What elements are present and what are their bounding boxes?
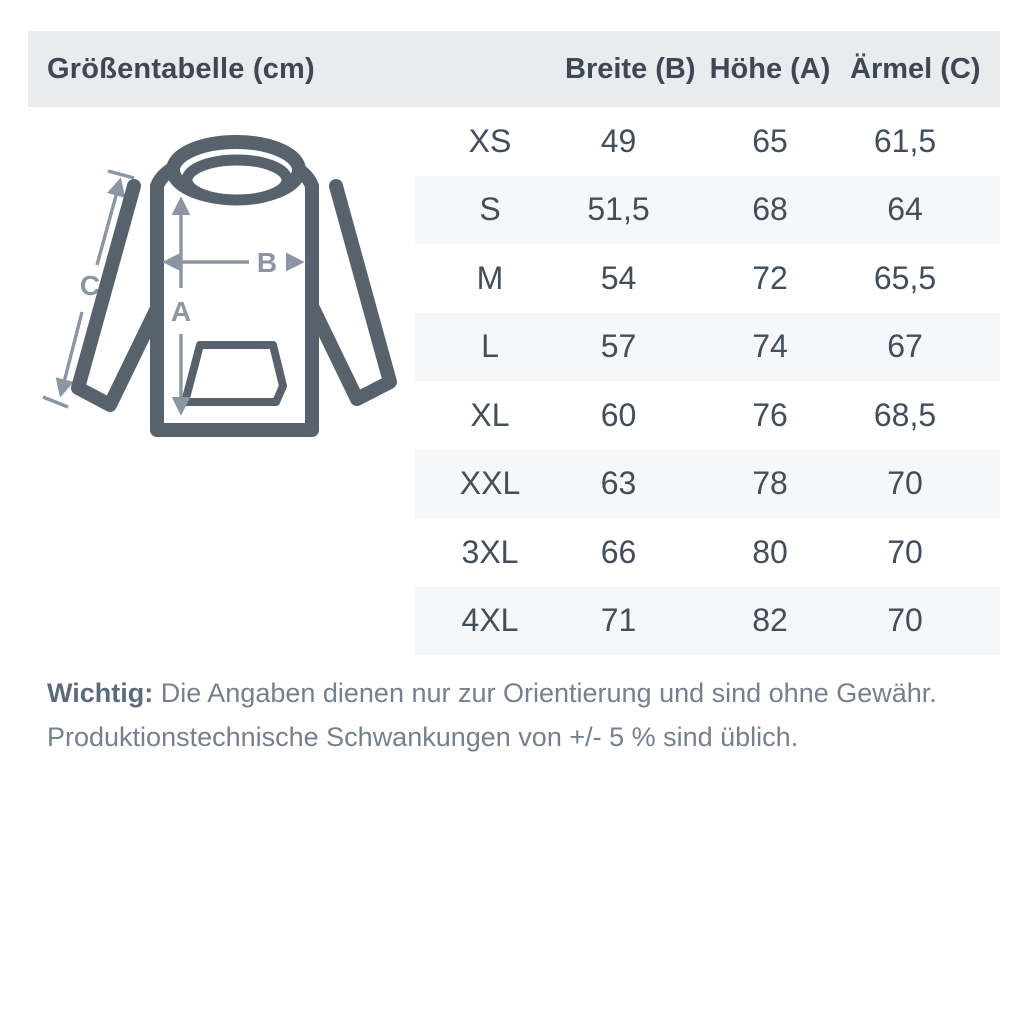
breite-value: 51,5 <box>587 191 650 228</box>
aermel-value: 70 <box>887 465 923 502</box>
hoehe-value: 82 <box>752 602 788 639</box>
size-table <box>415 107 1000 655</box>
column-headers <box>415 31 1000 107</box>
aermel-value: 64 <box>887 191 923 228</box>
dimension-tick <box>43 397 68 407</box>
aermel-value: 65,5 <box>873 259 937 296</box>
column-header-breite: Breite (B) <box>565 52 696 85</box>
table-header-band <box>28 31 1000 107</box>
table-row <box>415 587 1000 656</box>
size-label: 4XL <box>461 602 519 639</box>
table-row <box>415 244 1000 313</box>
size-label: S <box>479 191 501 228</box>
size-label: XL <box>470 396 510 433</box>
breite-value: 66 <box>600 533 637 570</box>
breite-value: 49 <box>600 122 637 159</box>
diagram-label-a: A <box>170 296 192 327</box>
table-row <box>415 381 1000 450</box>
breite-value: 63 <box>600 465 637 502</box>
hoehe-value: 80 <box>752 533 788 570</box>
column-header-aermel: Ärmel (C) <box>850 52 981 85</box>
dimension-tick <box>108 171 134 178</box>
table-row <box>415 313 1000 382</box>
table-row <box>415 450 1000 519</box>
table-row <box>415 107 1000 176</box>
hoehe-value: 74 <box>752 328 788 365</box>
disclaimer-line-1: Wichtig: Die Angaben dienen nur zur Orientierung und sind ohne Gewähr. <box>47 678 937 708</box>
disclaimer-prefix: Wichtig: <box>47 678 154 708</box>
diagram-label-b: B <box>256 247 278 278</box>
aermel-value: 70 <box>887 533 923 570</box>
aermel-value: 70 <box>887 602 923 639</box>
hoodie-hood <box>173 142 299 200</box>
hoehe-value: 78 <box>752 465 788 502</box>
breite-value: 54 <box>600 259 637 296</box>
breite-value: 60 <box>600 396 637 433</box>
breite-value: 71 <box>600 602 637 639</box>
page-title: Größentabelle (cm) <box>47 52 315 85</box>
column-header-hoehe: Höhe (A) <box>709 52 831 85</box>
aermel-value: 68,5 <box>873 396 937 433</box>
aermel-value: 67 <box>887 328 923 365</box>
size-label: 3XL <box>461 533 519 570</box>
size-label: L <box>481 328 499 365</box>
hoehe-value: 76 <box>752 396 788 433</box>
hoehe-value: 68 <box>752 191 788 228</box>
size-label: XXL <box>459 465 521 502</box>
disclaimer-note <box>47 672 997 759</box>
disclaimer-line-2: Produktionstechnische Schwankungen von +/- 5 % sind üblich. <box>47 721 799 752</box>
hoehe-value: 72 <box>752 259 788 296</box>
hoehe-value: 65 <box>752 122 788 159</box>
table-row <box>415 518 1000 587</box>
size-label: M <box>476 259 504 296</box>
table-row <box>415 176 1000 245</box>
size-label: XS <box>468 122 512 159</box>
hoodie-measurement-diagram <box>30 120 420 460</box>
aermel-value: 61,5 <box>873 122 937 159</box>
breite-value: 57 <box>600 328 637 365</box>
diagram-label-c: C <box>79 270 101 301</box>
